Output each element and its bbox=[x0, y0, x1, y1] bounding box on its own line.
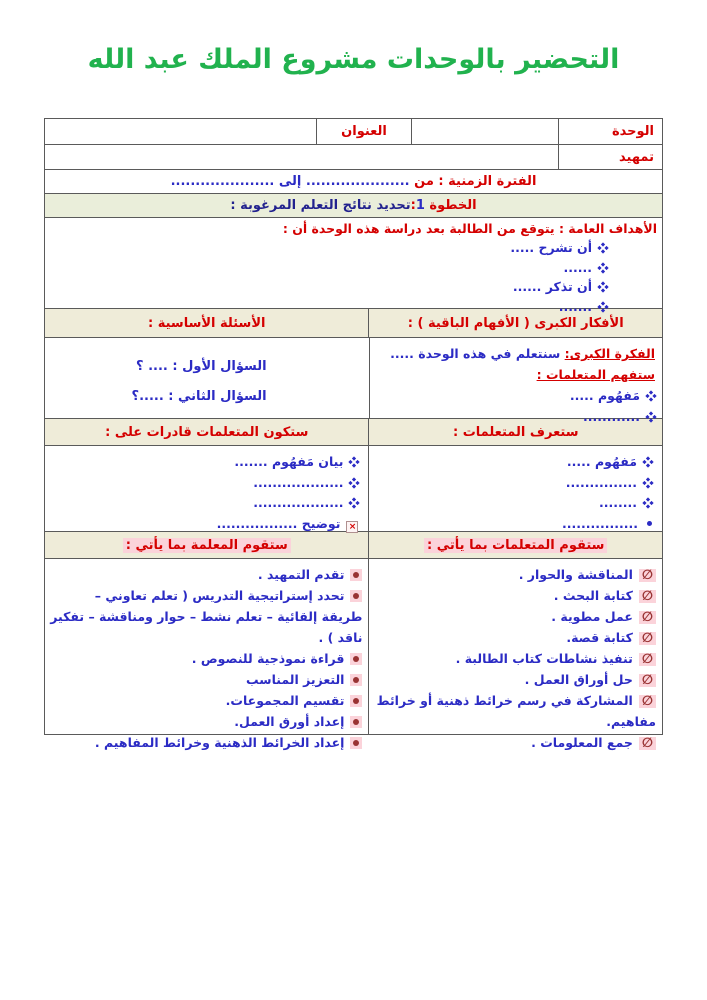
ideas-questions-content-row bbox=[45, 337, 662, 424]
list-item: مَفهُوم ..... bbox=[374, 385, 655, 406]
period-dots-from: ..................... bbox=[305, 174, 410, 189]
round-bullet-icon bbox=[350, 653, 362, 665]
know-able-content-row bbox=[45, 445, 662, 531]
learners-do-cell bbox=[369, 559, 662, 751]
round-bullet-icon bbox=[350, 695, 362, 707]
unit-value-field[interactable] bbox=[412, 119, 559, 144]
list-item: ∅حل أوراق العمل . bbox=[374, 669, 656, 690]
list-item: أن تشرح ..... bbox=[45, 238, 607, 258]
step1-header-row bbox=[45, 193, 662, 217]
list-item: ................... bbox=[51, 473, 358, 494]
diamond-bullet-icon bbox=[642, 497, 653, 508]
teacher-do-cell bbox=[45, 559, 369, 750]
diamond-bullet-icon bbox=[349, 497, 360, 508]
round-bullet-icon bbox=[350, 590, 362, 602]
diamond-bullet-icon bbox=[645, 390, 656, 401]
diamond-bullet-icon bbox=[597, 281, 608, 292]
list-item: ................ bbox=[375, 514, 652, 535]
list-item: إعداد أورق العمل. bbox=[50, 711, 362, 732]
big-ideas-cell bbox=[370, 338, 662, 424]
ideas-questions-header-row bbox=[45, 308, 662, 337]
list-item: ........ bbox=[375, 493, 652, 514]
objectives-list bbox=[45, 236, 662, 316]
pen-bullet-icon: ∅ bbox=[639, 653, 656, 666]
big-idea-text: سنتعلم في هذه الوحدة ..... bbox=[390, 346, 561, 361]
list-item: تحدد إستراتيجية التدريس ( تعلم تعاوني – طريقة إلقائية – تعلم نشط – حوار ومناقشة – تفكير ناقد ) . bbox=[50, 588, 363, 645]
pen-bullet-icon: ∅ bbox=[639, 611, 656, 624]
able-to-cell bbox=[45, 446, 369, 531]
question-line: السؤال الأول : .... ؟ bbox=[136, 359, 267, 374]
list-item: ∅كتابة قصة. bbox=[374, 627, 656, 648]
intro-value-field[interactable] bbox=[45, 145, 559, 169]
learners-do-header-cell bbox=[369, 532, 662, 558]
list-item: تقسيم المجموعات. bbox=[50, 690, 362, 711]
list-item: ∅تنفيذ نشاطات كتاب الطالبة . bbox=[374, 648, 656, 669]
objectives-row bbox=[45, 217, 662, 314]
period-dots-to: ..................... bbox=[170, 174, 275, 189]
list-item: ∅جمع المعلومات . bbox=[374, 732, 656, 753]
big-idea-line bbox=[374, 343, 655, 364]
lesson-plan-table bbox=[44, 118, 663, 751]
teacher-do-header-cell bbox=[45, 532, 369, 558]
teacher-do-header: ستقوم المعلمة بما يأتي : bbox=[123, 538, 291, 553]
list-item: بيان مَفهُوم ....... bbox=[51, 452, 358, 473]
objectives-heading: الأهداف العامة : يتوقع من الطالبة بعد دراسة هذه الوحدة أن : bbox=[282, 221, 657, 236]
intro-label: تمهيد bbox=[619, 149, 654, 165]
will-know-header: ستعرف المتعلمات : bbox=[452, 424, 579, 440]
round-bullet-icon bbox=[350, 716, 362, 728]
page-title: التحضير بالوحدات مشروع الملك عبد الله bbox=[87, 44, 620, 75]
step1-heading bbox=[45, 194, 662, 217]
period-to: إلى bbox=[278, 174, 302, 189]
pen-bullet-icon: ∅ bbox=[639, 695, 656, 708]
list-item: ∅كتابة البحث . bbox=[374, 585, 656, 606]
unit-label: الوحدة bbox=[611, 124, 654, 139]
pen-bullet-icon: ∅ bbox=[639, 569, 656, 582]
list-item: ............... bbox=[375, 473, 652, 494]
list-item: أن تذكر ...... bbox=[45, 277, 607, 297]
question-line: السؤال الثاني : .....؟ bbox=[131, 389, 267, 404]
diamond-bullet-icon bbox=[642, 456, 653, 467]
learners-do-header: ستقوم المتعلمات بما يأتي : bbox=[424, 538, 607, 553]
list-item: قراءة نموذجية للنصوص . bbox=[50, 648, 362, 669]
pen-bullet-icon: ∅ bbox=[639, 737, 656, 750]
round-bullet-icon bbox=[350, 569, 362, 581]
period-label: الفترة الزمنية : من bbox=[414, 174, 537, 189]
able-to-header: ستكون المتعلمات قادرات على : bbox=[45, 419, 369, 445]
intro-row bbox=[45, 144, 662, 169]
pen-bullet-icon: ∅ bbox=[639, 674, 656, 687]
step1-text: تحديد نتائج التعلم المرغوبة : bbox=[230, 198, 411, 213]
list-item: ...... bbox=[45, 258, 607, 278]
big-idea-label: الفكرة الكبرى: bbox=[564, 346, 655, 361]
unit-title-row bbox=[45, 119, 662, 144]
period-line bbox=[45, 170, 662, 193]
list-item: ×توضيح ................. bbox=[51, 514, 358, 535]
list-item: ∅عمل مطوية . bbox=[374, 606, 656, 627]
diamond-bullet-icon bbox=[597, 262, 608, 273]
title-label: العنوان bbox=[317, 119, 412, 144]
will-understand-label: ستفهم المتعلمات : bbox=[536, 367, 655, 382]
list-item: ............ bbox=[374, 406, 655, 427]
list-item: ....... bbox=[45, 297, 607, 317]
do-header-row bbox=[45, 531, 662, 558]
round-bullet-icon bbox=[647, 521, 652, 526]
step1-word: الخطوة bbox=[429, 198, 477, 213]
objectives-cell bbox=[45, 218, 662, 314]
list-item: التعزيز المناسب bbox=[50, 669, 362, 690]
questions-cell bbox=[45, 338, 370, 418]
will-know-cell bbox=[369, 446, 662, 531]
round-bullet-icon bbox=[350, 674, 362, 686]
big-ideas-header: الأفكار الكبرى ( الأفهام الباقية ) : bbox=[407, 315, 624, 331]
pen-bullet-icon: ∅ bbox=[639, 632, 656, 645]
do-content-row bbox=[45, 558, 662, 751]
title-value-field[interactable] bbox=[45, 119, 317, 144]
essential-questions-header: الأسئلة الأساسية : bbox=[45, 309, 369, 337]
list-item: مَفهُوم ..... bbox=[375, 452, 652, 473]
broken-image-icon: × bbox=[346, 521, 358, 533]
know-able-header-row bbox=[45, 418, 662, 445]
diamond-bullet-icon bbox=[597, 242, 608, 253]
list-item: ∅المشاركة في رسم خرائط ذهنية أو خرائط مفاهيم. bbox=[376, 693, 656, 729]
pen-bullet-icon: ∅ bbox=[639, 590, 656, 603]
list-item: إعداد الخرائط الذهنية وخرائط المفاهيم . bbox=[50, 732, 362, 753]
diamond-bullet-icon bbox=[349, 456, 360, 467]
period-row bbox=[45, 169, 662, 193]
list-item: ∅المناقشة والحوار . bbox=[374, 564, 656, 585]
list-item: ................... bbox=[51, 493, 358, 514]
diamond-bullet-icon bbox=[349, 477, 360, 488]
diamond-bullet-icon bbox=[642, 477, 653, 488]
list-item: تقدم التمهيد . bbox=[50, 564, 362, 585]
round-bullet-icon bbox=[350, 737, 362, 749]
step1-number: 1 bbox=[415, 198, 425, 213]
step1-separator: : bbox=[410, 198, 416, 213]
